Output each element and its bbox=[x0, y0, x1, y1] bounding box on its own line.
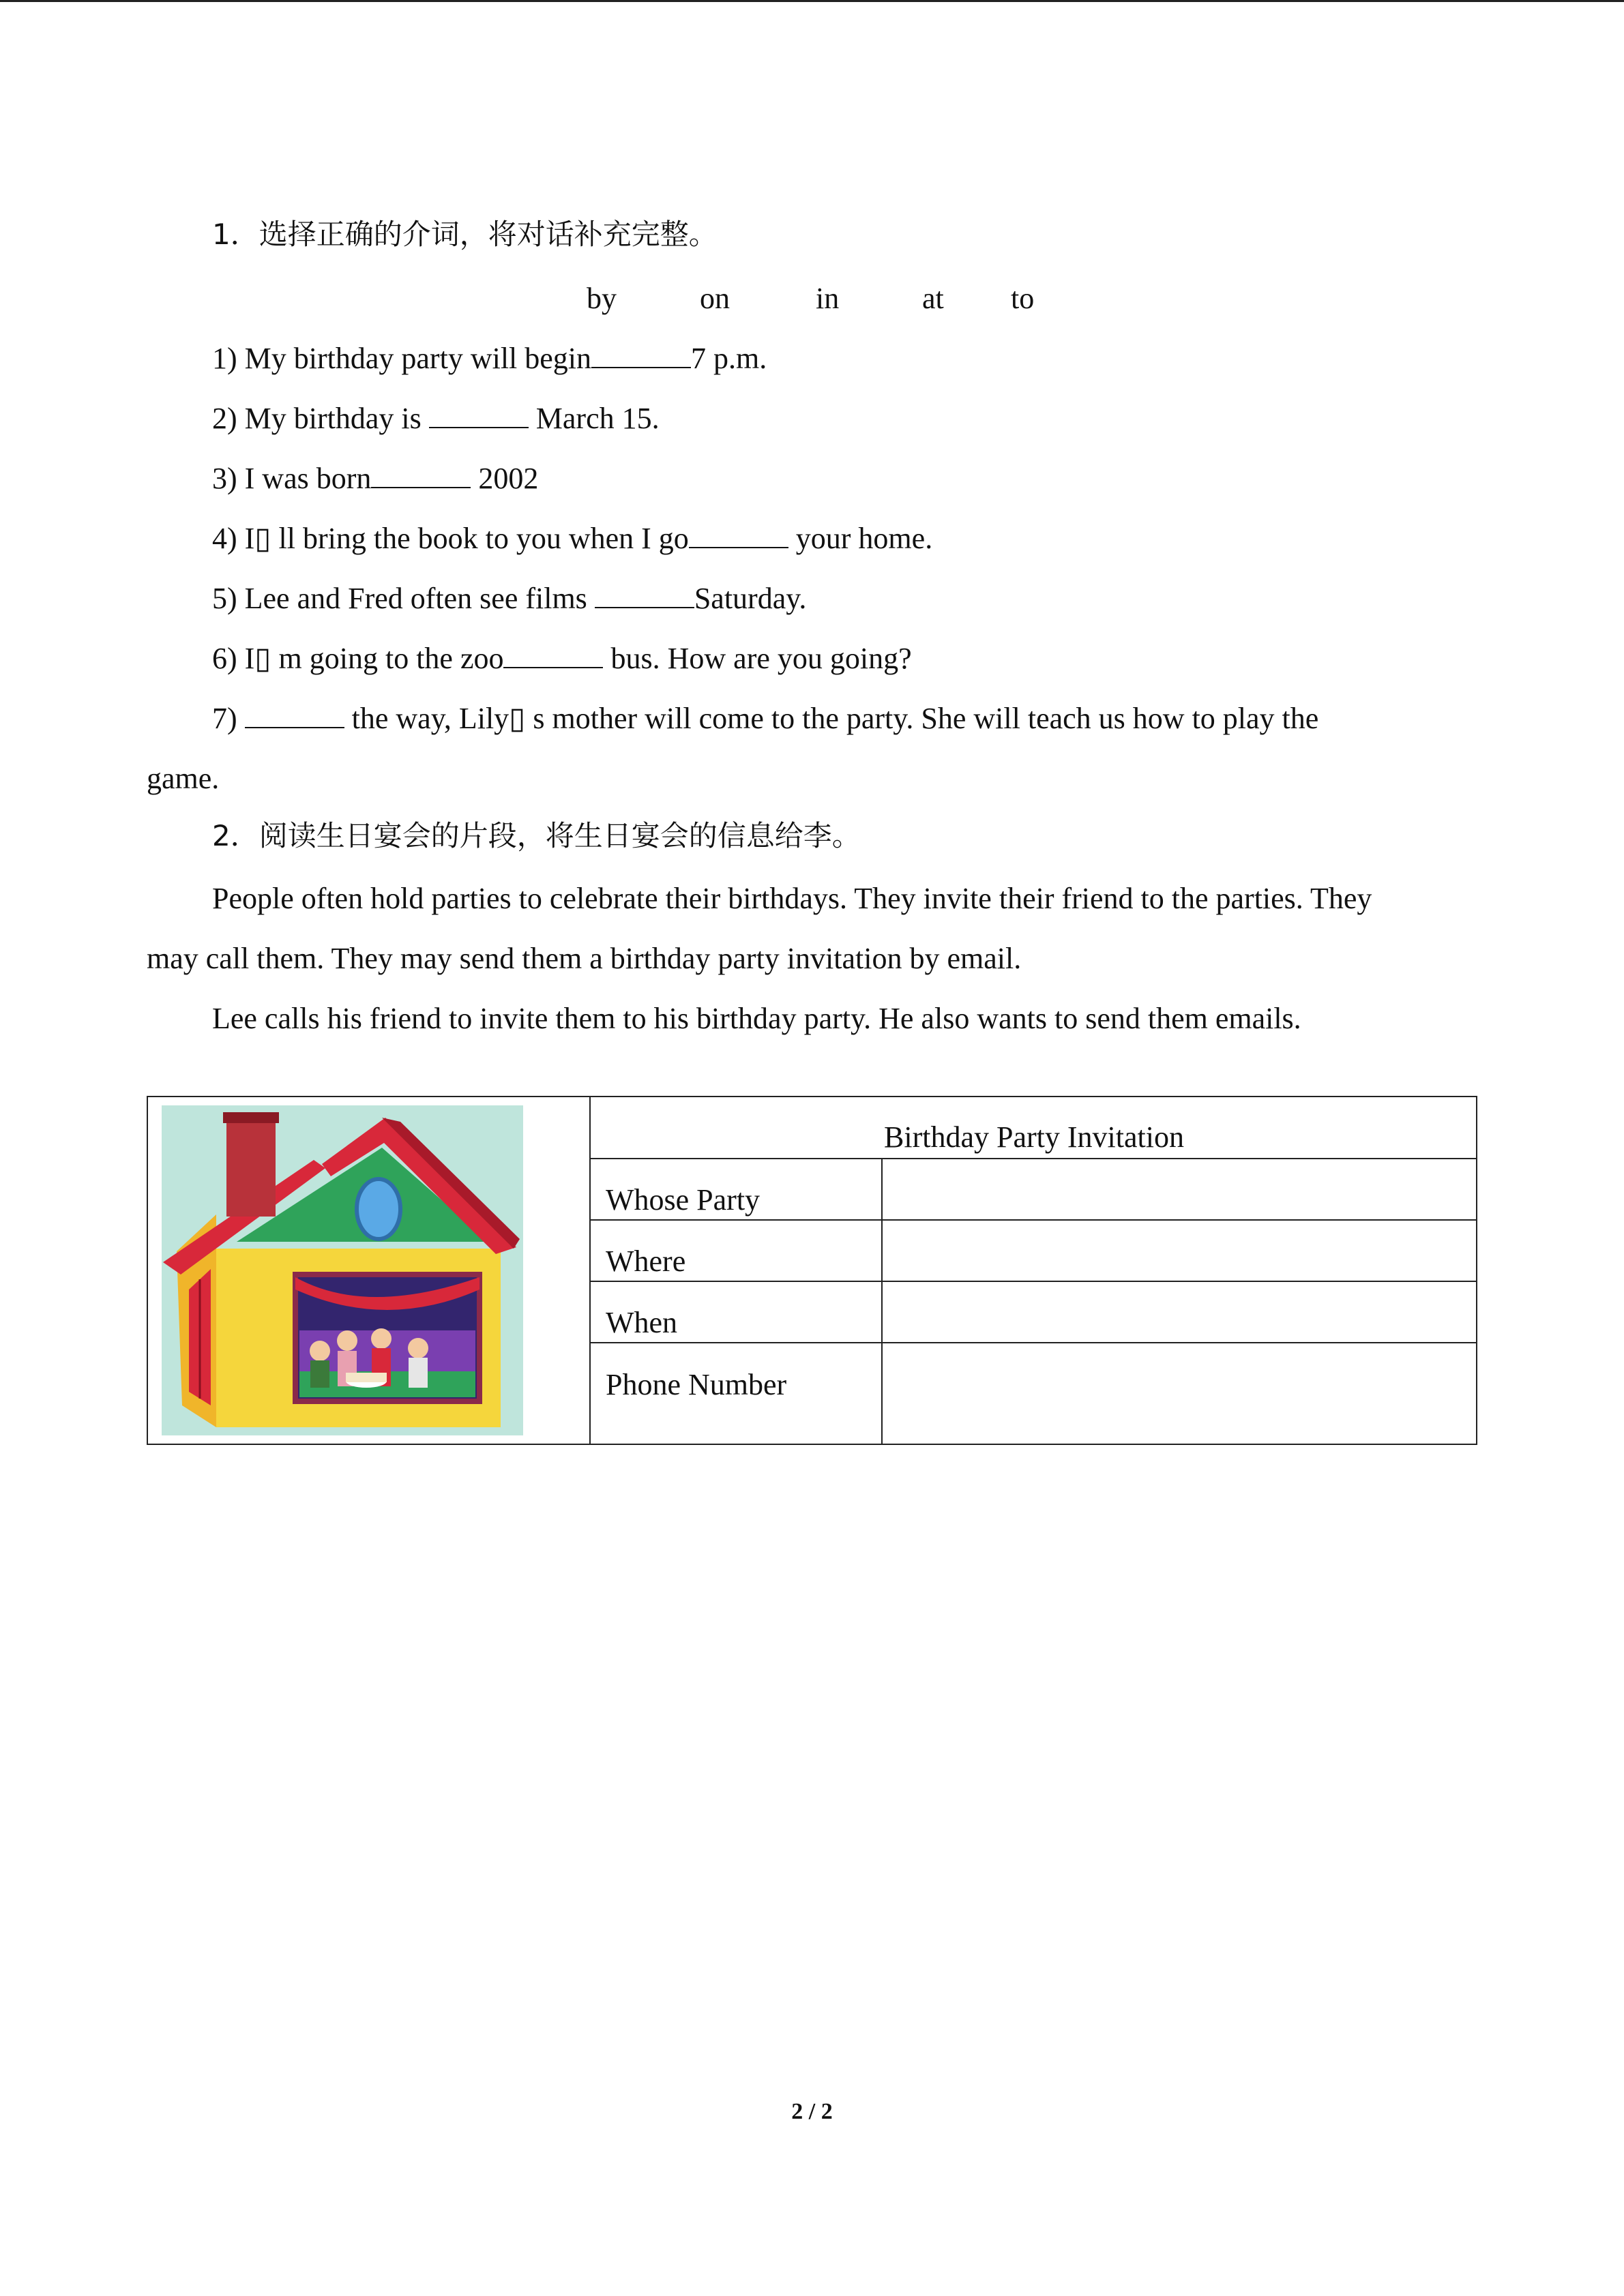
house-party-illustration bbox=[162, 1105, 523, 1435]
q2-paragraph-1-line-2: may call them. They may send them a birthday party invitation by email. bbox=[147, 942, 1022, 975]
answer-blank[interactable] bbox=[595, 581, 694, 608]
item-text: 2) My birthday is bbox=[212, 402, 429, 435]
word-bank-on: on bbox=[700, 282, 730, 315]
word-bank-by: by bbox=[587, 282, 617, 315]
q1-item-7 bbox=[212, 700, 1318, 738]
answer-blank[interactable] bbox=[245, 701, 344, 728]
item-text: March 15. bbox=[528, 402, 660, 435]
item-text: 1) My birthday party will begin bbox=[212, 342, 592, 375]
item-text: 7) bbox=[212, 702, 245, 735]
answer-blank[interactable] bbox=[689, 521, 788, 548]
table-divider bbox=[589, 1219, 1477, 1221]
q1-item-2 bbox=[212, 400, 660, 438]
table-divider bbox=[589, 1342, 1477, 1343]
answer-blank[interactable] bbox=[503, 641, 603, 668]
item-text: bus. How are you going? bbox=[603, 642, 912, 675]
page-number: 2 / 2 bbox=[791, 2099, 833, 2124]
table-divider bbox=[881, 1158, 883, 1445]
word-bank-to: to bbox=[1011, 282, 1035, 315]
answer-blank[interactable] bbox=[429, 401, 529, 428]
item-text: 3) I was born bbox=[212, 462, 372, 495]
row-label-whose-party: Whose Party bbox=[606, 1183, 761, 1217]
q1-item-6 bbox=[212, 640, 912, 678]
item-text: 5) Lee and Fred often see films bbox=[212, 582, 595, 615]
item-text: the way, Lily▯ s mother will come to the party. She will teach us how to play the bbox=[344, 702, 1319, 735]
row-label-when: When bbox=[606, 1306, 678, 1339]
q1-item-1 bbox=[212, 340, 767, 378]
q1-item-4 bbox=[212, 520, 932, 558]
q1-item-7-continued: game. bbox=[147, 762, 220, 795]
row-label-phone-number: Phone Number bbox=[606, 1368, 787, 1401]
word-bank-at: at bbox=[922, 282, 944, 315]
item-text: 2002 bbox=[471, 462, 539, 495]
row-label-where: Where bbox=[606, 1244, 686, 1278]
table-divider bbox=[589, 1158, 1477, 1159]
top-border bbox=[0, 0, 1624, 2]
q1-item-3 bbox=[212, 460, 538, 498]
q2-heading: 2．阅读生日宴会的片段，将生日宴会的信息给李。 bbox=[212, 819, 861, 852]
word-bank-in: in bbox=[816, 282, 840, 315]
table-divider bbox=[589, 1281, 1477, 1282]
q1-heading: 1．选择正确的介词，将对话补充完整。 bbox=[212, 218, 718, 251]
q2-paragraph-2: Lee calls his friend to invite them to his birthday party. He also wants to send them emails. bbox=[212, 1002, 1301, 1035]
answer-blank[interactable] bbox=[371, 461, 471, 488]
q2-paragraph-1-line-1: People often hold parties to celebrate their birthdays. They invite their friend to the parties. They bbox=[212, 882, 1372, 915]
table-title: Birthday Party Invitation bbox=[884, 1120, 1184, 1154]
item-text: your home. bbox=[788, 522, 933, 555]
item-text: 4) I▯ ll bring the book to you when I go bbox=[212, 522, 689, 555]
q1-item-5 bbox=[212, 580, 806, 618]
item-text: Saturday. bbox=[694, 582, 807, 615]
item-text: 7 p.m. bbox=[691, 342, 767, 375]
answer-blank[interactable] bbox=[591, 341, 691, 368]
item-text: 6) I▯ m going to the zoo bbox=[212, 642, 504, 675]
